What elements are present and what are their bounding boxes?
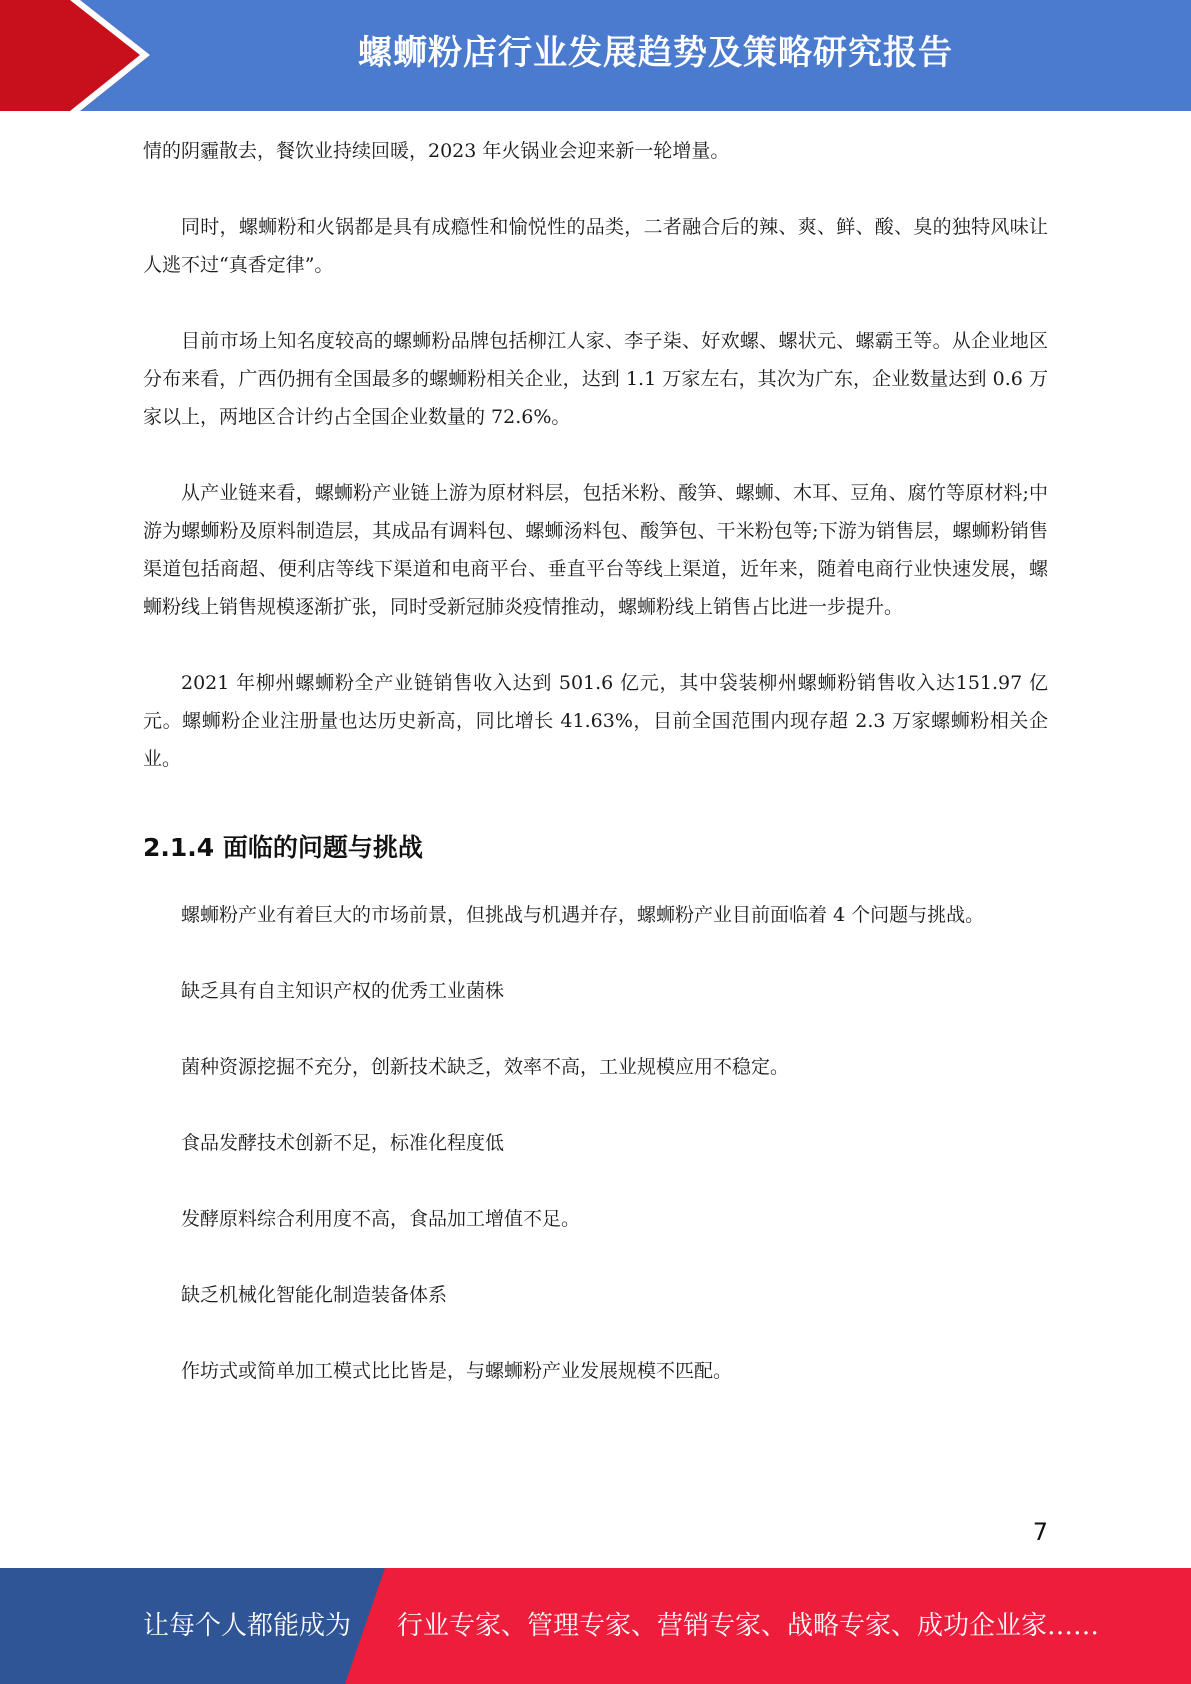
body-paragraph: 缺乏机械化智能化制造装备体系 xyxy=(181,1284,448,1306)
body-paragraph: 作坊式或简单加工模式比比皆是，与螺蛳粉产业发展规模不匹配。 xyxy=(181,1360,733,1382)
body-paragraph: 2021 年柳州螺蛳粉全产业链销售收入达到 501.6 亿元，其中袋装柳州螺蛳粉销售收入达151.97 亿元。螺蛳粉企业注册量也达历史新高，同比增长 41.63%，目前全国范围内现存超 2.3 万家螺蛳粉相关企业。 xyxy=(143,672,1048,770)
body-paragraph: 螺蛳粉产业有着巨大的市场前景，但挑战与机遇并存，螺蛳粉产业目前面临着 4 个问题与挑战。 xyxy=(181,904,985,926)
page-number: 7 xyxy=(1032,1518,1048,1546)
body-paragraph: 缺乏具有自主知识产权的优秀工业菌株 xyxy=(181,980,505,1002)
body-paragraph: 发酵原料综合利用度不高，食品加工增值不足。 xyxy=(181,1208,581,1230)
body-paragraph: 情的阴霾散去，餐饮业持续回暖，2023 年火锅业会迎来新一轮增量。 xyxy=(143,140,730,162)
body-paragraph: 目前市场上知名度较高的螺蛳粉品牌包括柳江人家、李子柒、好欢螺、螺状元、螺霸王等。从企业地区分布来看，广西仍拥有全国最多的螺蛳粉相关企业，达到 1.1 万家左右，其次为广东，企业数量达到 0.6 万家以上，两地区合计约占全国企业数量的 72.6%。 xyxy=(143,330,1048,428)
body-paragraph: 同时，螺蛳粉和火锅都是具有成瘾性和愉悦性的品类，二者融合后的辣、爽、鲜、酸、臭的独特风味让人逃不过“真香定律”。 xyxy=(143,216,1048,276)
page-content xyxy=(143,132,1048,1428)
body-paragraph: 食品发酵技术创新不足，标准化程度低 xyxy=(181,1132,505,1154)
section-heading: 2.1.4 面临的问题与挑战 xyxy=(143,833,423,862)
footer-slogan-left: 让每个人都能成为 xyxy=(143,1611,352,1641)
paragraph-group-after xyxy=(143,896,1048,1390)
page-footer xyxy=(0,1568,1191,1684)
footer-slogan-right: 行业专家、管理专家、营销专家、战略专家、成功企业家…… xyxy=(397,1611,1100,1641)
body-paragraph: 菌种资源挖掘不充分，创新技术缺乏，效率不高，工业规模应用不稳定。 xyxy=(181,1056,790,1078)
body-paragraph: 从产业链来看，螺蛳粉产业链上游为原材料层，包括米粉、酸笋、螺蛳、木耳、豆角、腐竹等原材料;中游为螺蛳粉及原料制造层，其成品有调料包、螺蛳汤料包、酸笋包、干米粉包等;下游为销售层，螺蛳粉销售渠道包括商超、便利店等线下渠道和电商平台、垂直平台等线上渠道，近年来，随着电商行业快速发展，螺蛳粉线上销售规模逐渐扩张，同时受新冠肺炎疫情推动，螺蛳粉线上销售占比进一步提升。 xyxy=(143,482,1048,618)
paragraph-group-before xyxy=(143,132,1048,778)
page-header xyxy=(0,0,1191,111)
report-title: 螺蛳粉店行业发展趋势及策略研究报告 xyxy=(358,33,953,73)
